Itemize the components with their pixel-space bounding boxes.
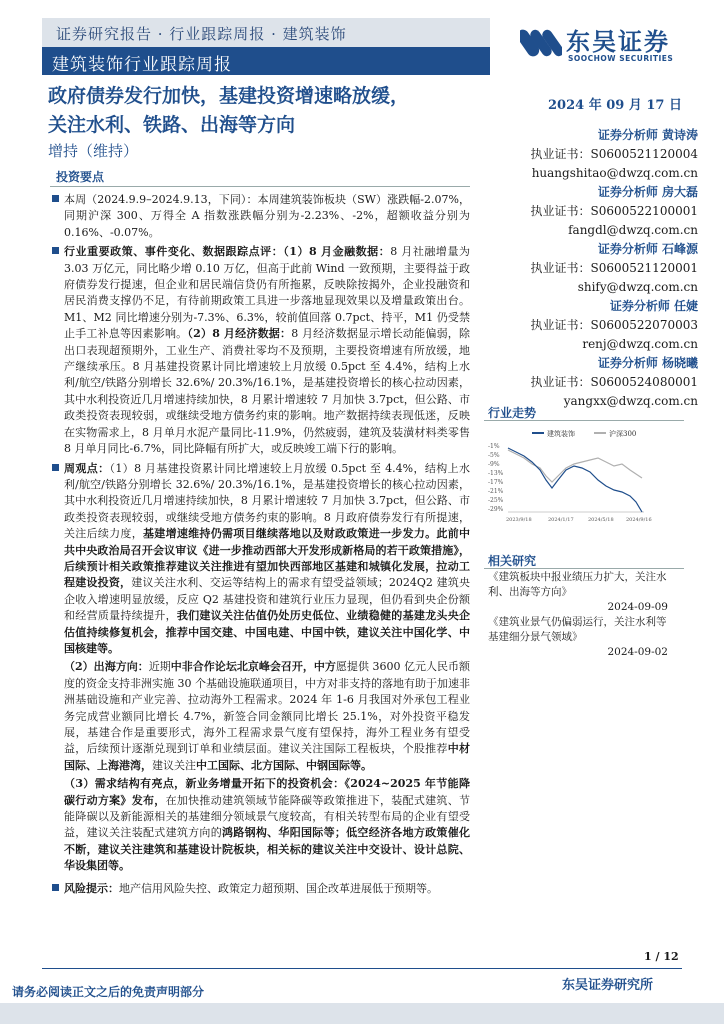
overseas-bold-3: 中工国际、北方国际、中钢国际等。 [196, 758, 372, 772]
analyst-block [508, 297, 698, 354]
paragraph-overseas [64, 659, 470, 774]
disclaimer-note: 请务必阅读正文之后的免责声明部分 [12, 985, 205, 999]
page-number: 1 / 12 [644, 950, 679, 963]
econ-lead: （2）8 月经济数据： [187, 327, 292, 341]
footer-bar [0, 1003, 724, 1024]
related-item-date: 2024-09-09 [607, 601, 668, 613]
paragraph-risk [64, 881, 470, 897]
legend-label-hs300: 沪深300 [609, 430, 637, 438]
chart-legend [532, 429, 636, 438]
y-tick: -9% [488, 461, 500, 468]
analyst-name: 证券分析师 杨晓曦 [597, 356, 698, 370]
analyst-cert: 执业证书：S0600521120004 [530, 147, 698, 161]
overseas-bold-2: 中材国际、上海港湾， [64, 742, 471, 772]
x-tick: 2024/1/17 [548, 517, 574, 523]
analyst-block [508, 183, 698, 240]
y-tick: -29% [488, 506, 504, 513]
related-item-title[interactable]: 《建筑业景气仍偏弱运行，关注水利等基建细分景气领域》 [488, 616, 667, 643]
analyst-cert: 执业证书：S0600524080001 [530, 375, 698, 389]
rating: 增持（维持） [48, 142, 139, 160]
paragraph-policy [64, 244, 470, 457]
overseas-text-a: 近期 [148, 660, 171, 674]
econ-text: 8 月经济数据显示增长动能偏弱，除出口表现超预期外，工业生产、消费社零均不及预期，主要投资增速有所放缓，地产继续承压。8 月基建投资累计同比增速较上月放缓 0.5pct 至 4.4%，结构上水利/航空/铁路分别增长 32.6%/ 20.3%/16.1%，是基建投资增长的核心拉动因素，其中水利投资近几月增速持续加快，8 月累计增速较 7 月加快 3.7pct，但公路、市政类投资表现较弱，或继续受地方债务约束的影响。地产数据持续表现低迷，反映在实物需求上，8 月单月水泥产量同比-11.9%，仍然疲弱，建筑及装潢材料类零售 8 月单月同比-6.7%，同比降幅有所扩大，或反映竣工端下行的影响。 [64, 327, 471, 456]
y-tick: -1% [488, 443, 500, 450]
logo-text-en: SOOCHOW SECURITIES [568, 54, 674, 63]
view-bold-2: 我们建议关注估值仍处历史低位、业绩稳健的基建龙头央企估值持续修复机会，推荐中国交建、中国电建、中国中铁，建议关注中国化学、中国核建等。 [64, 609, 471, 655]
analyst-block [508, 126, 698, 183]
related-item[interactable] [488, 570, 668, 615]
industry-line [508, 448, 642, 512]
logo-mark-icon [520, 22, 562, 64]
overseas-bold: 中非合作论坛北京峰会召开，中方 [170, 660, 336, 674]
headline-line-1: 政府债券发行加快，基建投资增速略放缓， [48, 85, 410, 107]
analyst-cert: 执业证书：S0600522100001 [530, 204, 698, 218]
related-research-title: 相关研究 [488, 554, 537, 568]
analyst-name: 证券分析师 黄诗涛 [597, 128, 698, 142]
analyst-email[interactable]: yangxx@dwzq.com.cn [563, 394, 698, 408]
x-tick: 2024/5/18 [588, 517, 614, 523]
bullet-icon [52, 195, 59, 202]
x-tick: 2023/9/18 [506, 517, 532, 523]
analyst-cert: 执业证书：S0600522070003 [530, 318, 698, 332]
overseas-lead: （2）出海方向： [64, 660, 149, 674]
paragraph-demand [64, 776, 470, 874]
report-body [64, 192, 470, 897]
bullet-icon [52, 464, 59, 471]
industry-trend-chart [484, 424, 684, 528]
y-axis-ticks [488, 443, 504, 513]
view-bold-1: 基建增速维持仍需项目继续落地以及财政政策进一步发力。此前中共中央政治局召开会议审议《进一步推动西部大开发形成新格局的若干政策措施》，后续预计相关政策推荐建议关注推进有望加快西部地区基建和城镇化发展，拉动工程建设投资， [64, 527, 470, 590]
y-tick: -21% [488, 488, 504, 495]
y-tick: -17% [488, 479, 504, 486]
analyst-name: 证券分析师 任婕 [609, 299, 698, 313]
y-tick: -5% [488, 452, 500, 459]
risk-lead: 风险提示： [64, 881, 119, 895]
related-item-title[interactable]: 《建筑板块中报业绩压力扩大，关注水利、出海等方向》 [488, 571, 667, 598]
section-divider [50, 186, 470, 187]
y-tick: -13% [488, 470, 504, 477]
report-series-title: 建筑装饰行业跟踪周报 [52, 55, 232, 75]
paragraph-weekly [64, 192, 470, 241]
view-text: （1）8 月基建投资累计同比增速较上月放缓 0.5pct 至 4.4%，结构上水利/航空/铁路分别增长 32.6%/ 20.3%/16.1%，是基建投资增长的核心拉动因素，其中水利投资近几月增速持续加快，8 月累计增速较 7 月加快 3.7pct，但公路、市政类投资表现较弱，或继续受地方债务约束的影响。8 月政府债券发行有所提速，关注后续力度， [64, 461, 471, 541]
report-date: 2024 年 09 月 17 日 [548, 98, 682, 113]
trend-divider [484, 420, 684, 421]
analyst-email[interactable]: huangshitao@dwzq.com.cn [531, 166, 698, 180]
view-lead: 周观点： [64, 461, 110, 475]
analyst-cert: 执业证书：S0600521120001 [530, 261, 698, 275]
policy-text: 8 月社融增量为 3.03 万亿元，同比略少增 0.10 万亿，但高于此前 Wind 一致预期，主要得益于政府债券发行提速，但企业和居民端信贷仍有所拖累，反映除按揭外，企业投融资和居民消费支撑仍不足，有待前期政策工具进一步落地显现效果以及增量政策出台。M1、M2 同比增速分别为-7.3%、6.3%，较前值回落 0.7pct、持平，M1 仍受禁止手工补息等因素影响。 [64, 245, 470, 341]
report-series-bar [42, 47, 490, 75]
demand-text: 在加快推动建筑领域节能降碳等政策推进下，装配式建筑、节能降碳以及新能源相关的基建细分领域景气度较高，有相关转型布局的企业有望受益，建议关注装配式建筑方向的 [64, 793, 471, 840]
related-item-date: 2024-09-02 [607, 646, 668, 658]
risk-text: 地产信用风险失控、政策定力超预期、国企改革进展低于预期等。 [119, 881, 438, 895]
section-title: 投资要点 [56, 170, 105, 184]
report-headline [48, 82, 488, 140]
footer-divider [42, 968, 682, 969]
headline-line-2: 关注水利、铁路、出海等方向 [48, 114, 296, 136]
soochow-logo [520, 22, 680, 68]
overseas-text-b: 建议关注 [152, 758, 196, 772]
analyst-block [508, 354, 698, 411]
analyst-email[interactable]: shify@dwzq.com.cn [577, 280, 698, 294]
related-research-list [488, 570, 668, 660]
bullet-icon [52, 884, 59, 891]
view-text-2: 建议关注水利、交运等结构上的需求有望受益领域；2024Q2 建筑央企收入增速明显放缓，反应 Q2 基建投资和建筑行业压力显现，但仍看到央企份额和经营质量持续提升， [64, 576, 471, 623]
analyst-email[interactable]: renj@dwzq.com.cn [582, 337, 698, 351]
legend-label-industry: 建筑装饰 [547, 430, 575, 438]
overseas-text: 愿提供 3600 亿元人民币额度的资金支持非洲实施 30 个基础设施联通项目，中方对非支持的落地有助于加速非洲基础设施和产业完善、拉动海外工程需求。2024 年 1-6 月我国对外承包工程业务完成营业额同比增长 4.7%，新签合同金额同比增长 25.1%，对外投资平稳发展，基建合作是重要形式，海外工程需求景气度有望保持，海外工程业务有望受益，后续预计逐渐兑现到订单和业绩层面。建议关注国际工程板块，个股推荐 [64, 660, 471, 756]
report-type-text: 证券研究报告 · 行业跟踪周报 · 建筑装饰 [56, 25, 347, 43]
logo-text-cn: 东吴证券 [566, 28, 670, 56]
analyst-name: 证券分析师 房大磊 [597, 185, 698, 199]
demand-bold: 鸿路钢构、华阳国际等；低空经济各地方政策催化不断，建议关注建筑和基建设计院板块，相关标的建议关注中交设计、设计总院、华设集团等。 [64, 826, 470, 873]
analyst-name: 证券分析师 石峰源 [597, 242, 698, 256]
bullet-icon [52, 247, 59, 254]
related-divider [484, 568, 684, 569]
related-item[interactable] [488, 615, 668, 660]
x-axis-ticks [506, 517, 652, 523]
y-tick: -25% [488, 497, 504, 504]
paragraph-view [64, 461, 470, 658]
policy-lead: 行业重要政策、事件变化、数据跟踪点评：（1）8 月金融数据： [64, 245, 391, 259]
weekly-text: 本周（2024.9.9–2024.9.13，下同）：本周建筑装饰板块（SW）涨跌幅-2.07%，同期沪深 300、万得全 A 指数涨跌幅分别为-2.23%、-2%，超额收益分别为 0.16%、-0.07%。 [64, 193, 470, 239]
trend-title: 行业走势 [488, 406, 537, 420]
x-tick: 2024/9/16 [626, 517, 652, 523]
demand-lead: （3）需求结构有亮点，新业务增量开拓下的投资机会：《2024~2025 年节能降碳行动方案》发布， [64, 777, 470, 807]
footer-brand: 东吴证券研究所 [562, 978, 654, 993]
analyst-email[interactable]: fangdl@dwzq.com.cn [568, 223, 698, 237]
analyst-list [508, 126, 698, 411]
analyst-block [508, 240, 698, 297]
